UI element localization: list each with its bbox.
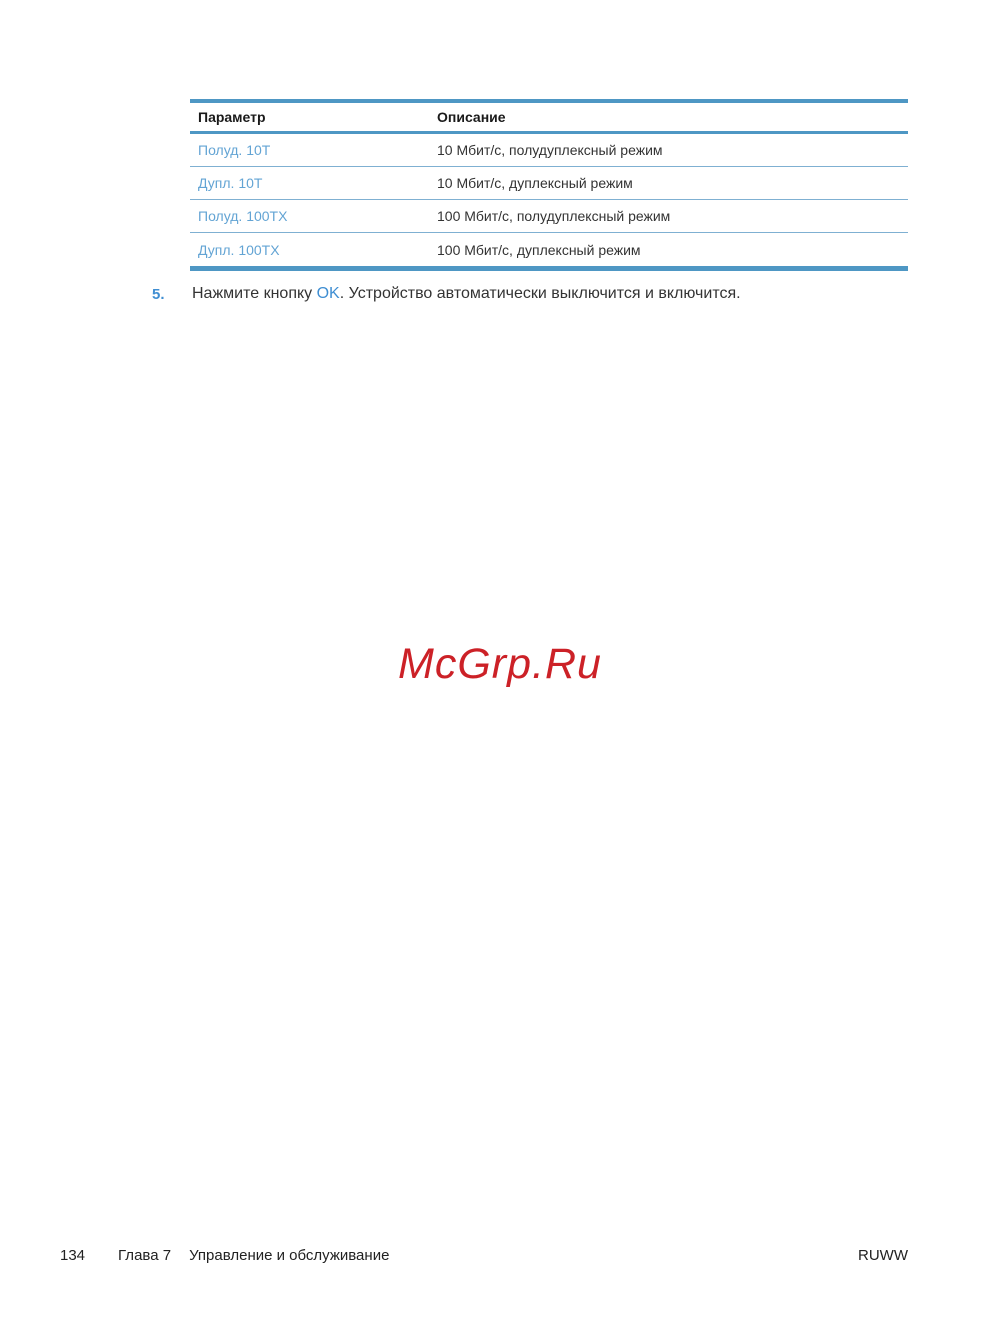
column-header-parameter: Параметр — [198, 109, 266, 125]
description-value: 10 Мбит/с, полудуплексный режим — [437, 142, 663, 158]
numbered-step-5 — [152, 285, 741, 303]
table-row — [190, 233, 908, 266]
step-text-before: Нажмите кнопку — [192, 285, 317, 302]
site-watermark: McGrp.Ru — [398, 640, 602, 688]
parameter-value: Полуд. 10T — [198, 142, 271, 158]
step-number: 5. — [152, 286, 165, 303]
page-number: 134 — [60, 1247, 86, 1264]
parameter-value: Дупл. 10T — [198, 175, 263, 191]
ok-button-reference: OK — [316, 285, 340, 302]
step-text-after: . Устройство автоматически выключится и включится. — [339, 285, 741, 302]
parameter-value: Полуд. 100TX — [198, 208, 288, 224]
page-footer — [60, 1247, 908, 1264]
chapter-title: Управление и обслуживание — [189, 1247, 390, 1264]
column-header-description: Описание — [437, 109, 506, 125]
description-value: 10 Мбит/с, дуплексный режим — [437, 175, 633, 191]
description-value: 100 Мбит/с, дуплексный режим — [437, 241, 641, 258]
table-row — [190, 167, 908, 200]
footer-right-label: RUWW — [858, 1247, 908, 1264]
parameter-value: Дупл. 100TX — [198, 241, 280, 258]
step-text — [192, 285, 741, 303]
chapter-label: Глава 7 — [118, 1247, 172, 1264]
table-header-row — [190, 103, 908, 134]
table-row — [190, 200, 908, 233]
description-value: 100 Мбит/с, полудуплексный режим — [437, 208, 671, 224]
parameters-table — [190, 99, 908, 271]
table-row — [190, 134, 908, 167]
